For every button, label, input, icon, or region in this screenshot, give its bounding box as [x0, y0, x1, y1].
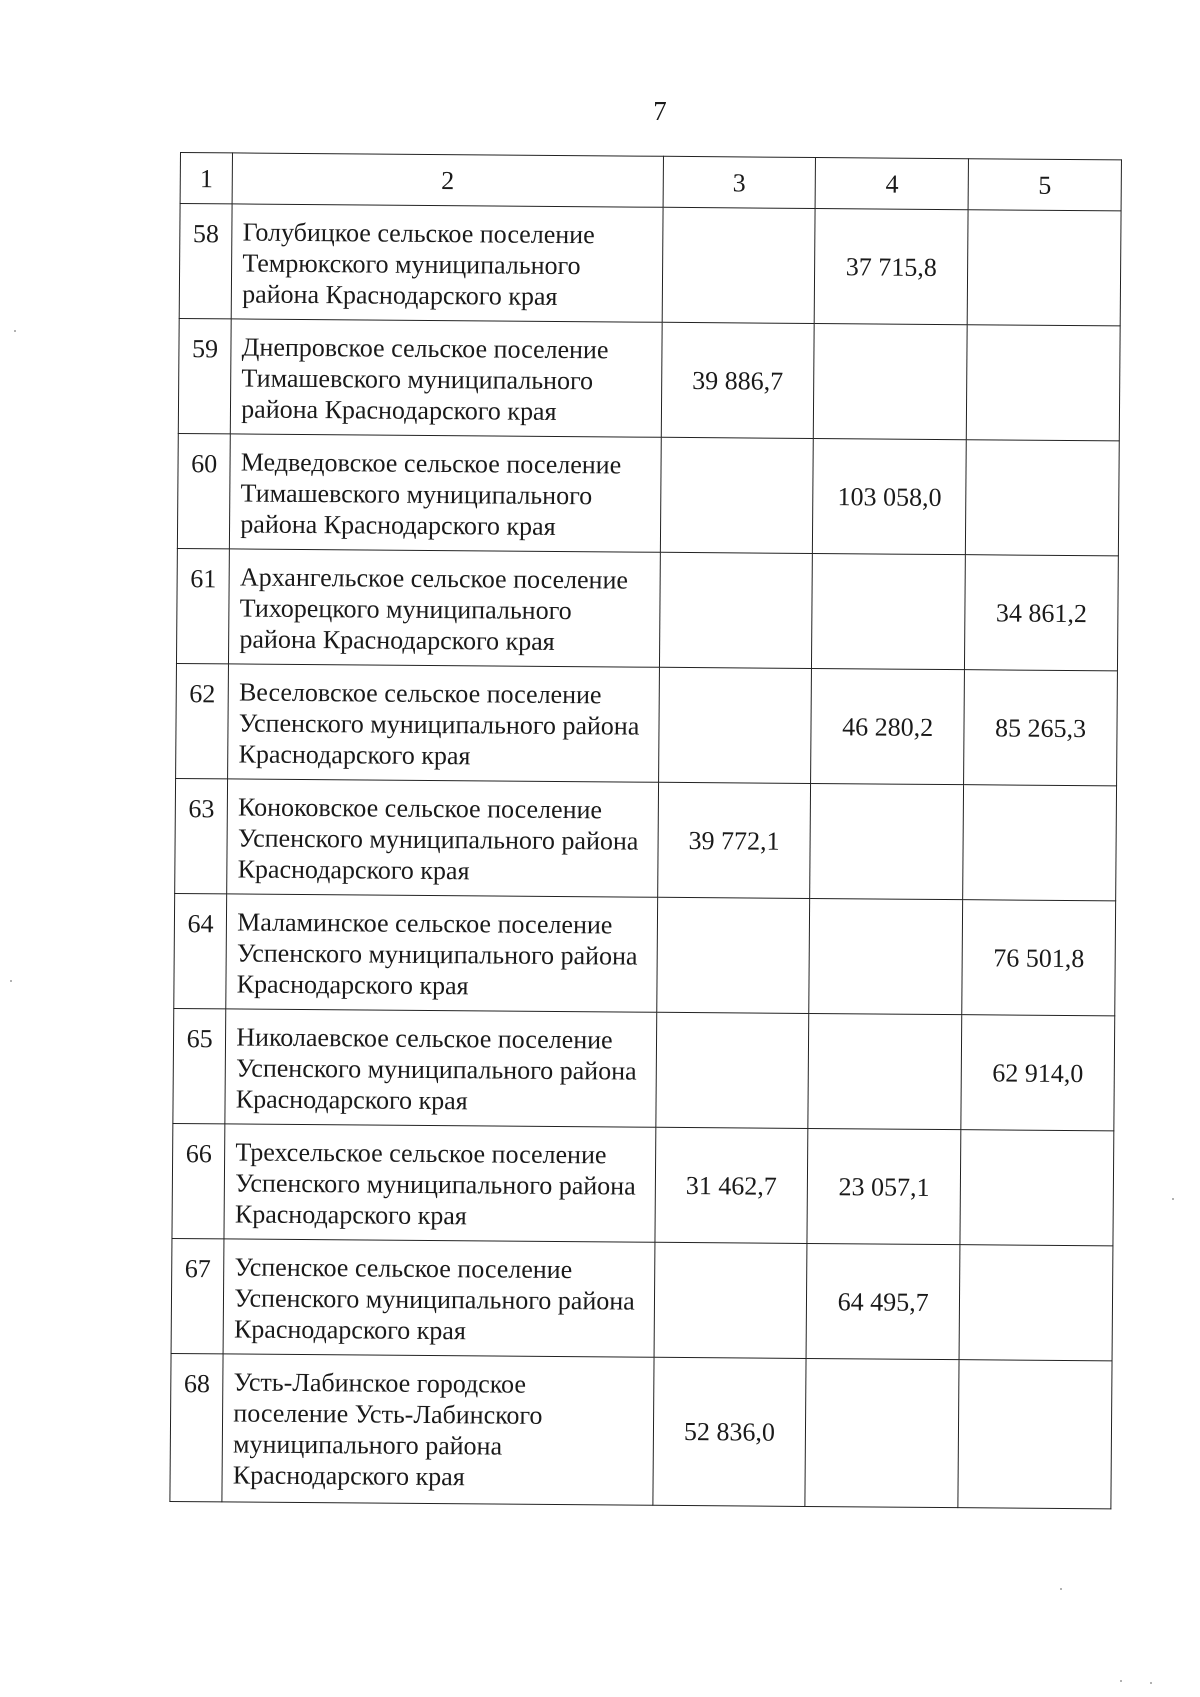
settlement-name: Веселовское сельское поселение Успенского муниципального района Краснодарского края: [228, 664, 659, 782]
scan-speck: [14, 330, 16, 332]
settlement-name: Голубицкое сельское поселение Темрюкского муниципального района Краснодарского края: [231, 204, 662, 322]
scan-speck: [1172, 1198, 1174, 1200]
settlement-name: Маламинское сельское поселение Успенского муниципального района Краснодарского края: [226, 894, 657, 1012]
table-row: [176, 663, 1118, 785]
row-number: 59: [178, 318, 231, 433]
table-row: [172, 1123, 1114, 1245]
scan-speck: [1120, 1680, 1122, 1682]
value-col3: [660, 437, 814, 553]
value-col5: [967, 210, 1121, 326]
value-col5: [959, 1245, 1113, 1361]
settlement-name: Коноковское сельское поселение Успенского муниципального района Краснодарского края: [227, 779, 658, 897]
row-number: 60: [177, 433, 230, 548]
value-col5: 62 914,0: [961, 1015, 1115, 1131]
settlement-name: Медведовское сельское поселение Тимашевского муниципального района Краснодарского края: [230, 434, 661, 552]
value-col4: 64 495,7: [806, 1243, 960, 1359]
row-number: 67: [171, 1238, 224, 1353]
table-row: [176, 548, 1118, 670]
page-number: 7: [653, 96, 667, 126]
value-col3: 52 836,0: [652, 1357, 806, 1506]
table-row: [178, 318, 1120, 440]
table-row: [179, 204, 1121, 326]
value-col4: [812, 553, 966, 669]
value-col5: 34 861,2: [965, 555, 1119, 671]
column-header: 3: [663, 156, 816, 208]
header-row: [180, 153, 1121, 211]
value-col5: [966, 440, 1120, 556]
row-number: 61: [176, 548, 229, 663]
table-row: [177, 433, 1119, 555]
row-number: 68: [170, 1353, 223, 1501]
row-number: 65: [173, 1008, 226, 1123]
table-row: [171, 1238, 1113, 1360]
value-col3: [662, 207, 816, 323]
value-col3: 39 772,1: [657, 782, 811, 898]
settlement-name: Успенское сельское поселение Успенского муниципального района Краснодарского края: [223, 1239, 654, 1357]
scan-speck: [10, 980, 12, 982]
value-col5: 76 501,8: [962, 900, 1116, 1016]
settlement-name: Днепровское сельское поселение Тимашевского муниципального района Краснодарского края: [231, 319, 662, 437]
value-col3: [656, 897, 810, 1013]
column-header: 4: [815, 157, 968, 209]
column-header: 2: [232, 153, 663, 207]
value-col3: 31 462,7: [654, 1127, 808, 1243]
value-col4: [809, 898, 963, 1014]
column-header: 1: [180, 153, 233, 204]
value-col5: [960, 1130, 1114, 1246]
value-col3: [659, 552, 813, 668]
settlements-table: [169, 152, 1122, 1509]
table-row: [173, 1008, 1115, 1130]
value-col3: [654, 1242, 808, 1358]
row-number: 62: [176, 663, 229, 778]
value-col3: 39 886,7: [661, 322, 815, 438]
table-row: [174, 893, 1116, 1015]
settlement-name: Архангельское сельское поселение Тихорецкого муниципального района Краснодарского края: [229, 549, 660, 667]
value-col4: [808, 1013, 962, 1129]
value-col4: 23 057,1: [807, 1128, 961, 1244]
value-col5: [958, 1360, 1112, 1509]
settlement-name: Николаевское сельское поселение Успенского муниципального района Краснодарского края: [225, 1009, 656, 1127]
row-number: 58: [179, 204, 232, 319]
value-col4: [805, 1358, 959, 1507]
value-col4: 37 715,8: [815, 208, 969, 324]
value-col5: [963, 785, 1117, 901]
value-col5: 85 265,3: [964, 670, 1118, 786]
settlement-name: Трехсельское сельское поселение Успенского муниципального района Краснодарского края: [224, 1124, 655, 1242]
row-number: 66: [172, 1123, 225, 1238]
value-col3: [655, 1012, 809, 1128]
value-col4: 46 280,2: [811, 668, 965, 784]
scan-speck: [1150, 1682, 1152, 1684]
row-number: 63: [175, 778, 228, 893]
settlement-name: Усть-Лабинское городское поселение Усть-Лабинского муниципального района Краснодарского края: [222, 1354, 653, 1505]
value-col4: 103 058,0: [813, 438, 967, 554]
table-row: [170, 1353, 1112, 1508]
value-col3: [658, 667, 812, 783]
table-row: [175, 778, 1117, 900]
value-col4: [814, 323, 968, 439]
value-col4: [810, 783, 964, 899]
scan-speck: [1060, 1588, 1062, 1590]
row-number: 64: [174, 893, 227, 1008]
column-header: 5: [968, 159, 1121, 211]
value-col5: [966, 325, 1120, 441]
